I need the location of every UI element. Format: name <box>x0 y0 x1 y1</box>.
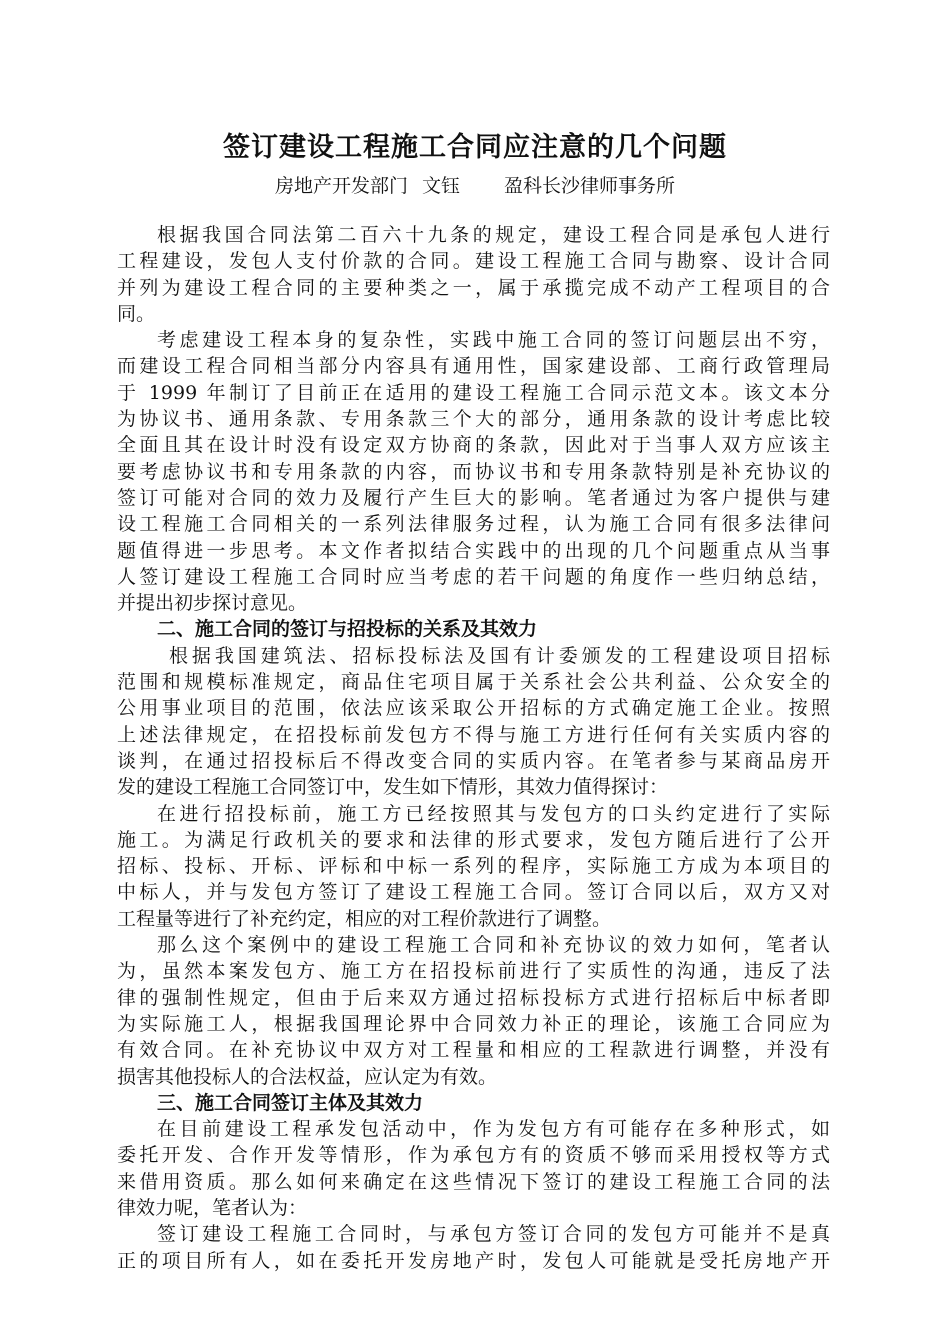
paragraph-line: 在进行招投标前，施工方已经按照其与发包方的口头约定进行了实际 <box>157 802 830 825</box>
paragraph-line: 为协议书、通用条款、专用条款三个大的部分，通用条款的设计考虑比较 <box>117 408 830 431</box>
paragraph-line: 损害其他投标人的合法权益，应认定为有效。 <box>117 1065 498 1088</box>
paragraph-line: 并提出初步探讨意见。 <box>117 592 308 615</box>
paragraph-line: 设工程施工合同相关的一系列法律服务过程，认为施工合同有很多法律问 <box>117 513 830 536</box>
paragraph-line: 发的建设工程施工合同签订中，发生如下情形，其效力值得探讨： <box>117 776 669 799</box>
paragraph-line: 正的项目所有人，如在委托开发房地产时，发包人可能就是受托房地产开 <box>117 1249 830 1272</box>
paragraph-line: 在目前建设工程承发包活动中，作为发包方有可能存在多种形式，如 <box>157 1118 830 1141</box>
paragraph-line: 招标、投标、开标、评标和中标一系列的程序，实际施工方成为本项目的 <box>117 855 830 878</box>
paragraph-line: 委托开发、合作开发等情形，作为承包方有的资质不够而采用授权等方式 <box>117 1144 830 1167</box>
paragraph-line: 来借用资质。那么如何来确定在这些情况下签订的建设工程施工合同的法 <box>117 1170 830 1193</box>
paragraph-line: 谈判，在通过招投标后不得改变合同的实质内容。在笔者参与某商品房开 <box>117 749 830 772</box>
paragraph-owner <box>117 1221 830 1274</box>
paragraph-line: 于 1999 年制订了目前正在适用的建设工程施工合同示范文本。该文本分 <box>117 381 830 404</box>
document-body <box>117 222 830 1274</box>
paragraph-line: 施工。为满足行政机关的要求和法律的形式要求，发包方随后进行了公开 <box>117 828 830 851</box>
paragraph-intro <box>117 222 830 327</box>
paragraph-line: 中标人，并与发包方签订了建设工程施工合同。签订合同以后，双方又对 <box>117 881 830 904</box>
paragraph-line: 工程建设，发包人支付价款的合同。建设工程施工合同与勘察、设计合同 <box>117 250 830 273</box>
paragraph-line: 同。 <box>117 302 156 325</box>
paragraph-tender-rules <box>117 643 830 801</box>
paragraph-line: 上述法律规定，在招投标前发包方不得与施工方进行任何有关实质内容的 <box>117 723 830 746</box>
paragraph-line: 根据我国建筑法、招标投标法及国有计委颁发的工程建设项目招标 <box>169 644 830 667</box>
paragraph-line: 并列为建设工程合同的主要种类之一，属于承揽完成不动产工程项目的合 <box>117 276 830 299</box>
paragraph-line: 签订可能对合同的效力及履行产生巨大的影响。笔者通过为客户提供与建 <box>117 486 830 509</box>
document-title: 签订建设工程施工合同应注意的几个问题 <box>223 132 727 163</box>
paragraph-line: 题值得进一步思考。本文作者拟结合实践中的出现的几个问题重点从当事 <box>117 539 830 562</box>
paragraph-line: 有效合同。在补充协议中双方对工程量和相应的工程款进行调整，并没有 <box>117 1039 830 1062</box>
paragraph-line: 人签订建设工程施工合同时应当考虑的若干问题的角度作一些归纳总结， <box>117 565 830 588</box>
paragraph-line: 考虑建设工程本身的复杂性，实践中施工合同的签订问题层出不穷， <box>157 329 830 352</box>
paragraph-contract-parties <box>117 1116 830 1221</box>
byline-author: 文钰 <box>421 175 460 197</box>
paragraph-line: 要考虑协议书和专用条款的内容，而协议书和专用条款特别是补充协议的 <box>117 460 830 483</box>
paragraph-line: 范围和规模标准规定，商品住宅项目属于关系社会公共利益、公众安全的 <box>117 671 830 694</box>
paragraph-line: 为实际施工人，根据我国理论界中合同效力补正的理论，该施工合同应为 <box>117 1012 830 1035</box>
paragraph-case <box>117 801 830 932</box>
paragraph-line: 那么这个案例中的建设工程施工合同和补充协议的效力如何，笔者认 <box>157 934 830 957</box>
paragraph-line: 工程量等进行了补充约定，相应的对工程价款进行了调整。 <box>117 907 612 930</box>
paragraph-line: 全面且其在设计时没有设定双方协商的条款，因此对于当事人双方应该主 <box>117 434 830 457</box>
paragraph-line: 签订建设工程施工合同时，与承包方签订合同的发包方可能并不是真 <box>157 1223 830 1246</box>
paragraph-background <box>117 327 830 616</box>
paragraph-line: 律的强制性规定，但由于后来双方通过招标投标方式进行招标后中标者即 <box>117 986 830 1009</box>
paragraph-line: 为，虽然本案发包方、施工方在招投标前进行了实质性的沟通，违反了法 <box>117 960 830 983</box>
paragraph-line: 而建设工程合同相当部分内容具有通用性，国家建设部、工商行政管理局 <box>117 355 830 378</box>
section-heading-3: 三、施工合同签订主体及其效力 <box>157 1091 424 1114</box>
section-heading-2: 二、施工合同的签订与招投标的关系及其效力 <box>157 618 538 641</box>
paragraph-line: 根据我国合同法第二百六十九条的规定，建设工程合同是承包人进行 <box>157 224 830 246</box>
paragraph-line: 公用事业项目的范围，依法应该采取公开招标的方式确定施工企业。按照 <box>117 697 830 720</box>
byline <box>0 171 950 201</box>
byline-department: 房地产开发部门 <box>274 175 408 197</box>
paragraph-analysis <box>117 932 830 1090</box>
byline-firm: 盈科长沙律师事务所 <box>504 175 676 197</box>
paragraph-line: 律效力呢，笔者认为： <box>117 1196 308 1219</box>
